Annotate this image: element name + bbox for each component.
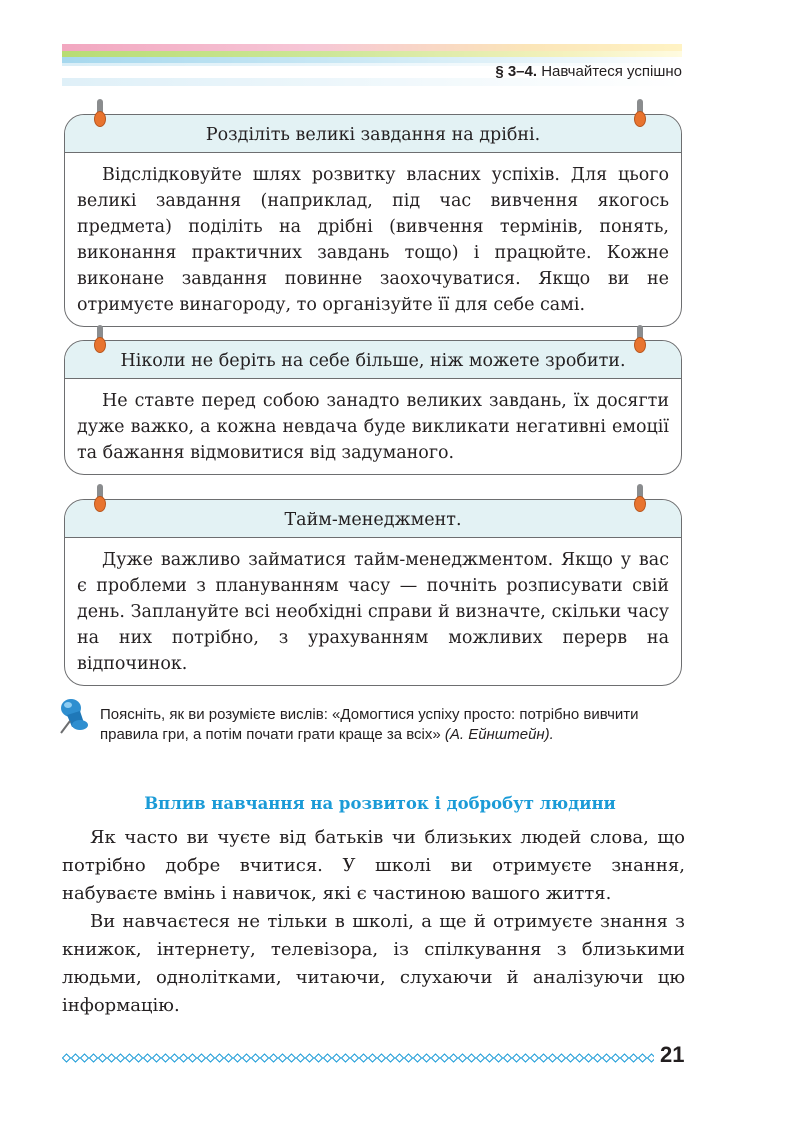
question-text	[100, 705, 690, 745]
question-author: (А. Ейнштейн).	[444, 726, 554, 743]
tip-title: Ніколи не беріть на себе більше, ніж можете зробити.	[65, 341, 681, 379]
running-header	[495, 63, 682, 80]
question-quote: Поясніть, як ви розумієте вислів: «Домогтися успіху просто: потрібно вивчити правила гри, а потім почати грати краще за всіх»	[100, 706, 639, 743]
paragraph-1: Як часто ви чуєте від батьків чи близьких людей слова, що потрібно добре вчитися. У школі ви отримуєте знання, набуваєте вмінь і навичок, які є частиною вашого життя.	[62, 827, 685, 904]
section-heading: Вплив навчання на розвиток і добробут людини	[144, 794, 616, 813]
tip-text: Дуже важливо займатися тайм-менеджментом. Якщо у вас є проблеми з плануванням часу — почніть розписувати свій день. Заплануйте всі необхідні справи й визначте, скільки часу на них потрібно, з урахуванням можливих перерв на відпочинок.	[77, 550, 669, 674]
page-number: 21	[660, 1042, 685, 1067]
tip-title: Розділіть великі завдання на дрібні.	[65, 115, 681, 153]
tip-text: Не ставте перед собою занадто великих завдань, їх досягти дуже важко, а кожна невдача буде викликати негативні емоції та бажання відмовитися від задуманого.	[77, 391, 669, 463]
section-number: § 3–4.	[495, 63, 538, 80]
binder-clip-icon	[94, 325, 106, 355]
tip-text: Відслідковуйте шлях розвитку власних успіхів. Для цього великі завдання (наприклад, під час вивчення якогось предмета) поділіть на дрібні (вивчення термінів, понять, виконання практичних завдань тощо) і працюйте. Кожне виконане завдання повинне заохочуватися. Якщо ви не отримуєте винагороду, то організуйте її для себе самі.	[77, 165, 669, 315]
binder-clip-icon	[94, 99, 106, 129]
footer-diamond-rule	[62, 1051, 654, 1065]
binder-clip-icon	[634, 99, 646, 129]
binder-clip-icon	[634, 325, 646, 355]
tip-title: Тайм-менеджмент.	[65, 500, 681, 538]
pushpin-icon	[58, 697, 92, 735]
binder-clip-icon	[634, 484, 646, 514]
tip-box-1	[64, 114, 682, 327]
tip-box-3	[64, 499, 682, 686]
header-band-pink	[62, 44, 682, 51]
paragraph-2: Ви навчаєтеся не тільки в школі, а ще й отримуєте знання з книжок, інтернету, телевізора, із спілкування з близькими людьми, однолітками, читаючи, слухаючи й аналізуючи цю інформацію.	[62, 911, 685, 1016]
section-running-title: Навчайтеся успішно	[541, 63, 682, 80]
binder-clip-icon	[94, 484, 106, 514]
tip-box-2	[64, 340, 682, 475]
